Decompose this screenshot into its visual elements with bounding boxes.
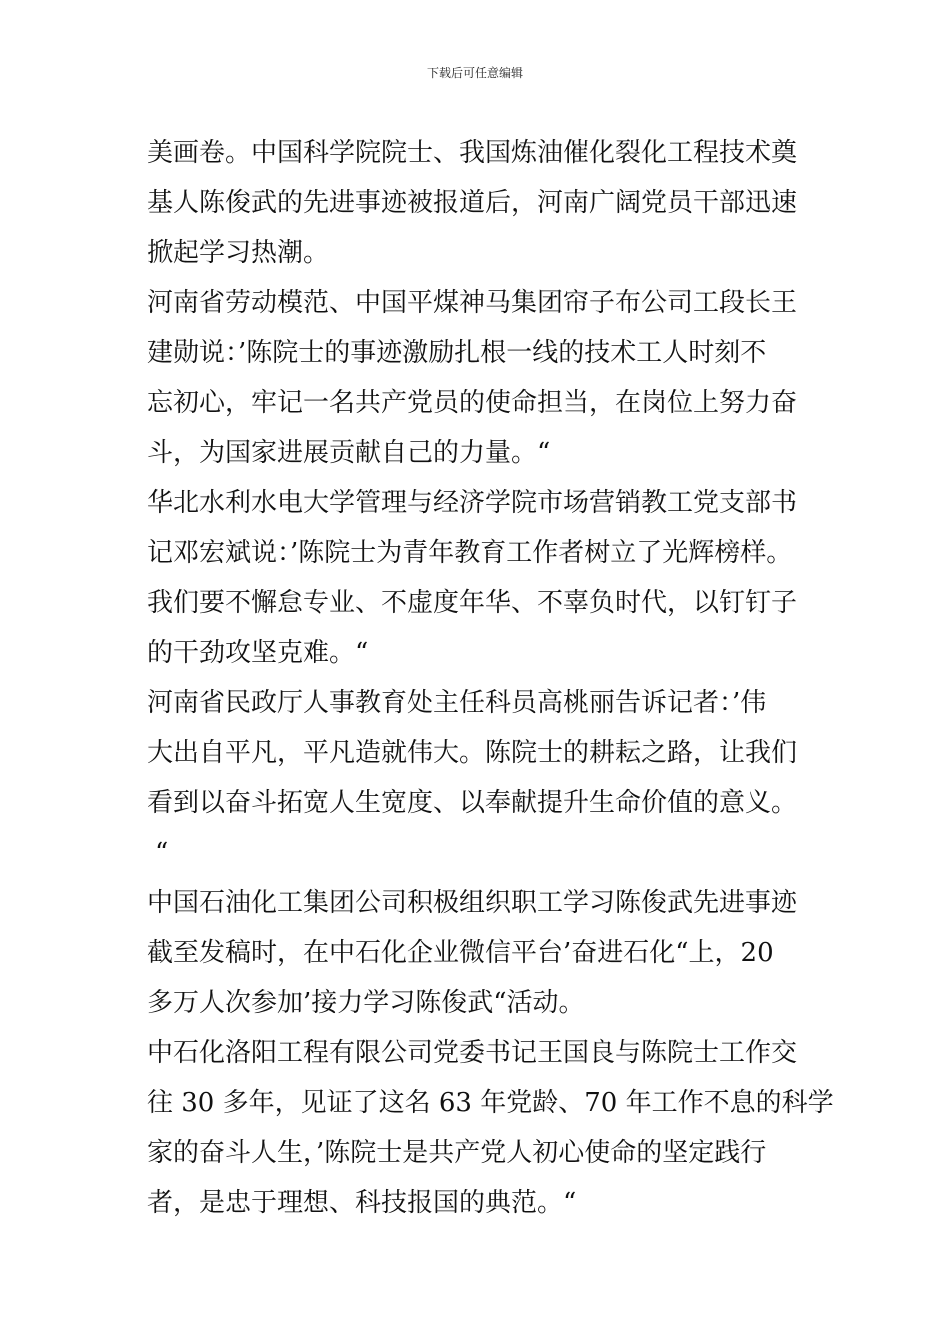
text-line: 建勋说：’陈院士的事迹激励扎根一线的技术工人时刻不: [147, 338, 767, 368]
text-line: 多万人次参加’接力学习陈俊武“活动。: [147, 988, 585, 1018]
text-line: 河南省劳动模范、中国平煤神马集团帘子布公司工段长王: [147, 288, 798, 318]
text-line: 截至发稿时，在中石化企业微信平台’奋进石化“上，20: [147, 938, 774, 968]
text-line: 的干劲攻坚克难。“: [147, 638, 369, 668]
text-line: 我们要不懈怠专业、不虚度年华、不辜负时代，以钉钉子: [147, 588, 798, 618]
text-line: 记邓宏斌说：’陈院士为青年教育工作者树立了光辉榜样。: [147, 538, 793, 568]
text-line: “: [155, 838, 169, 868]
text-line: 河南省民政厅人事教育处主任科员高桃丽告诉记者：’伟: [147, 688, 767, 718]
text-line: 中国石油化工集团公司积极组织职工学习陈俊武先进事迹: [147, 888, 798, 918]
text-line: 往 30 多年，见证了这名 63 年党龄、70 年工作不息的科学: [147, 1088, 834, 1118]
text-line: 基人陈俊武的先进事迹被报道后，河南广阔党员干部迅速: [147, 188, 798, 218]
text-line: 中石化洛阳工程有限公司党委书记王国良与陈院士工作交: [147, 1038, 798, 1068]
page-header: 下载后可任意编辑: [426, 66, 523, 80]
text-line: 华北水利水电大学管理与经济学院市场营销教工党支部书: [147, 488, 798, 518]
text-line: 斗，为国家进展贡献自己的力量。“: [147, 438, 551, 468]
document-body: [147, 128, 834, 1228]
text-line: 美画卷。中国科学院院士、我国炼油催化裂化工程技术奠: [147, 138, 798, 168]
text-line: 掀起学习热潮。: [147, 238, 330, 268]
text-line: 者，是忠于理想、科技报国的典范。“: [147, 1188, 577, 1218]
text-line: 家的奋斗人生，’陈院士是共产党人初心使命的坚定践行: [147, 1138, 767, 1168]
text-line: 忘初心，牢记一名共产党员的使命担当，在岗位上努力奋: [147, 388, 798, 418]
text-line: 看到以奋斗拓宽人生宽度、以奉献提升生命价值的意义。: [147, 788, 798, 818]
text-line: 大出自平凡，平凡造就伟大。陈院士的耕耘之路，让我们: [147, 738, 798, 768]
